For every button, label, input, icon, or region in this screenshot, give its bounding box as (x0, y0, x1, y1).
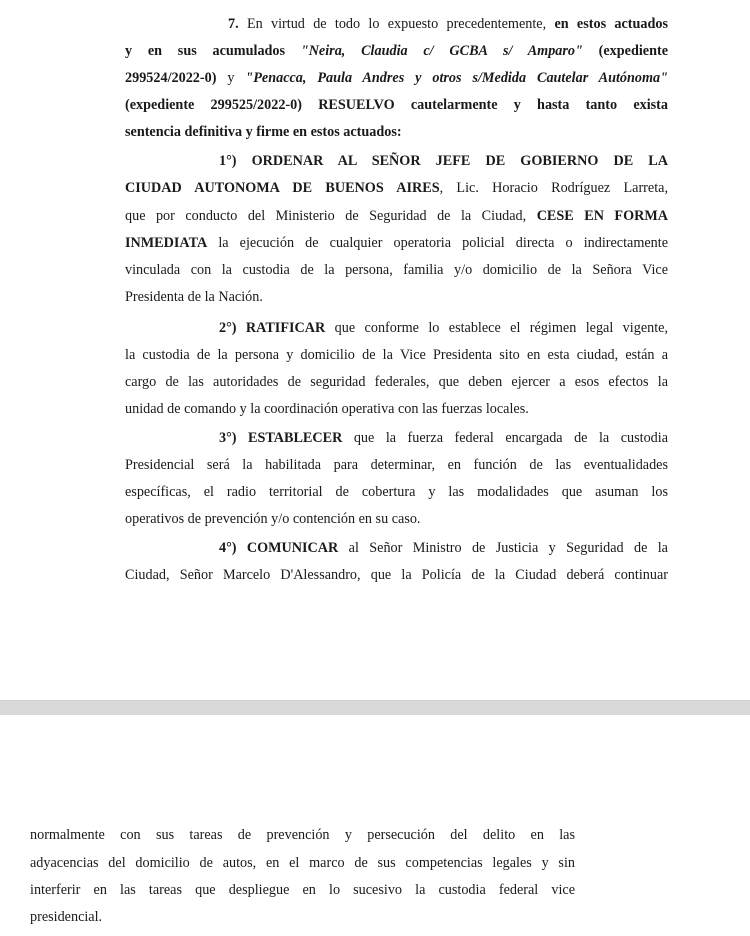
text-run: Presidencial será la habilitada para determinar, en función de las eventualidades (125, 457, 668, 473)
page2-line-2 (30, 853, 575, 873)
text-run: presidencial. (30, 909, 103, 925)
text-run: (expediente 299525/2022-0) RESUELVO cautelarmente y hasta tanto exista (125, 97, 668, 113)
text-run: 4°) COMUNICAR (219, 540, 339, 556)
text-run: y (216, 70, 246, 86)
text-run: CIUDAD AUTONOMA DE BUENOS AIRES (125, 180, 440, 196)
page1-line-3 (125, 68, 668, 88)
text-run: la ejecución de cualquier operatoria policial directa o indirectamente (207, 235, 668, 251)
text-run: en estos actuados (554, 16, 668, 32)
page1-line-18 (125, 482, 668, 502)
text-run: y en sus acumulados (125, 43, 301, 59)
text-run: adyacencias del domicilio de autos, en el marco de sus competencias legales y sin (30, 855, 575, 871)
text-run: interferir en las tareas que despliegue en lo sucesivo la custodia federal vice (30, 882, 575, 898)
page1-line-21 (125, 565, 668, 585)
page2-line-3 (30, 880, 575, 900)
text-run: específicas, el radio territorial de cobertura y las modalidades que asuman los (125, 484, 668, 500)
text-run: al Señor Ministro de Justicia y Seguridad de la (338, 540, 668, 556)
text-run: Presidenta de la Nación. (125, 289, 263, 305)
page1-line-4 (125, 95, 668, 115)
text-run: normalmente con sus tareas de prevención y persecución del delito en las (30, 827, 575, 843)
page1-line-15 (125, 399, 668, 419)
text-run: vinculada con la custodia de la persona, familia y/o domicilio de la Señora Vice (125, 262, 668, 278)
text-run: unidad de comando y la coordinación operativa con las fuerzas locales. (125, 401, 529, 417)
text-run: 1°) ORDENAR AL SEÑOR JEFE DE GOBIERNO DE LA (219, 153, 668, 169)
text-run: (expediente (582, 43, 668, 59)
text-run: 7. (228, 16, 239, 32)
page-separator (0, 700, 750, 716)
page1-line-14 (125, 372, 668, 392)
text-run: 3°) ESTABLECER (219, 430, 343, 446)
text-run: cargo de las autoridades de seguridad federales, que deben ejercer a esos efectos la (125, 374, 668, 390)
text-run: sentencia definitiva y firme en estos actuados: (125, 124, 402, 140)
text-run: , Lic. Horacio Rodríguez Larreta, (439, 180, 668, 196)
page1-line-2 (125, 41, 668, 61)
document-page-2 (0, 715, 750, 936)
page1-line-8 (125, 206, 668, 226)
text-run: operativos de prevención y/o contención en su caso. (125, 511, 421, 527)
text-run: que la fuerza federal encargada de la custodia (342, 430, 668, 446)
page1-line-20 (219, 538, 668, 558)
text-run: CESE EN FORMA (536, 208, 668, 224)
text-run: la custodia de la persona y domicilio de la Vice Presidenta sito en esta ciudad, están a (125, 347, 668, 363)
text-run: que por conducto del Ministerio de Seguridad de la Ciudad, (125, 208, 537, 224)
page1-line-1 (228, 14, 668, 34)
text-run: Ciudad, Señor Marcelo D'Alessandro, que la Policía de la Ciudad deberá continuar (125, 567, 668, 583)
page1-line-17 (125, 455, 668, 475)
text-run: INMEDIATA (125, 235, 208, 251)
page1-line-19 (125, 509, 668, 529)
page1-line-16 (219, 428, 668, 448)
page1-line-6 (219, 151, 668, 171)
text-run: 2°) RATIFICAR (219, 320, 326, 336)
page1-line-12 (219, 318, 668, 338)
text-run: que conforme lo establece el régimen legal vigente, (325, 320, 668, 336)
page2-line-4 (30, 907, 575, 927)
text-run: "Penacca, Paula Andres y otros s/Medida Cautelar Autónoma" (245, 70, 668, 86)
page1-line-11 (125, 287, 668, 307)
text-run: En virtud de todo lo expuesto precedentemente, (238, 16, 555, 32)
page1-line-5 (125, 122, 668, 142)
page2-line-1 (30, 825, 575, 845)
page1-line-13 (125, 345, 668, 365)
page1-line-7 (125, 178, 668, 198)
page1-line-10 (125, 260, 668, 280)
text-run: "Neira, Claudia c/ GCBA s/ Amparo" (300, 43, 583, 59)
page1-line-9 (125, 233, 668, 253)
text-run: 299524/2022-0) (125, 70, 217, 86)
